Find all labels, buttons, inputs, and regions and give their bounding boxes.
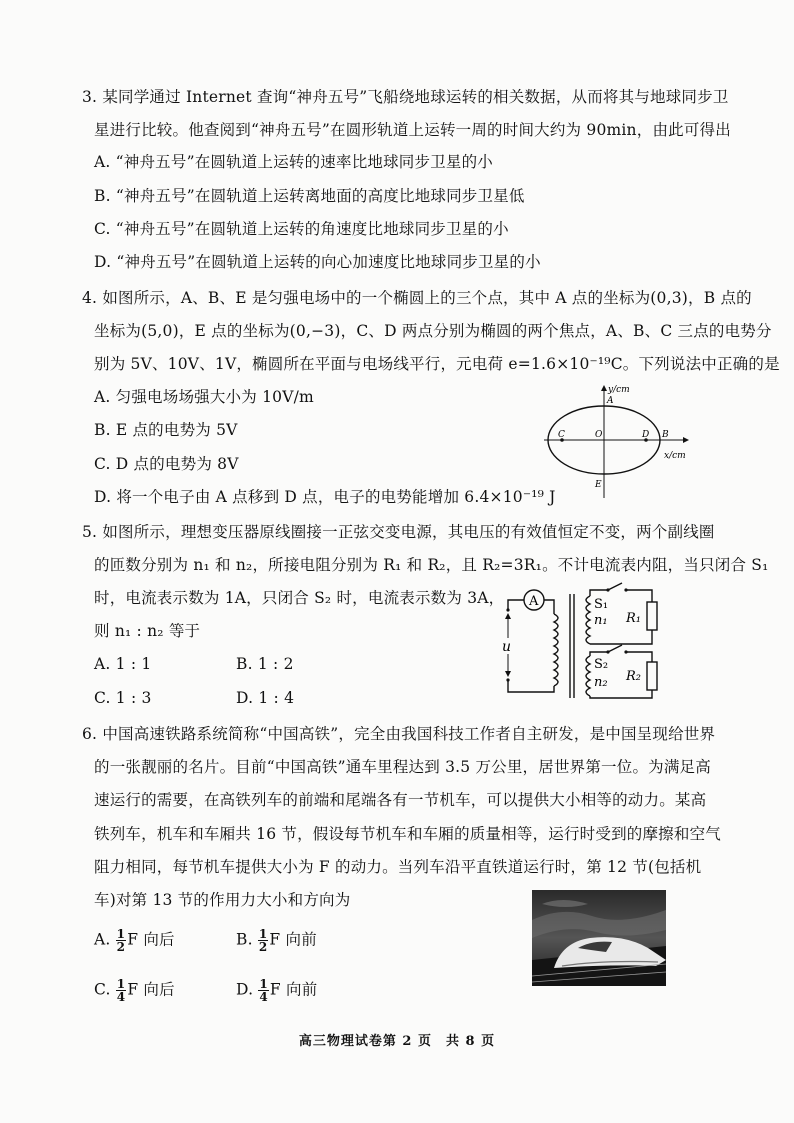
q3-stem-line1: 3. 某同学通过 Internet 查询“神舟五号”飞船绕地球运转的相关数据，从而将其与地球同步卫 bbox=[82, 88, 729, 106]
q6-option-d: D. $\frac{1}{4}$ F 向前 bbox=[236, 977, 318, 1004]
q4-stem-line1: 4. 如图所示，A、B、E 是匀强电场中的一个椭圆上的三个点，其中 A 点的坐标为(0,3)，B 点的 bbox=[82, 289, 752, 307]
primary-wire-top-right bbox=[544, 600, 554, 614]
secondary1-wire-top bbox=[590, 590, 608, 596]
q5-stem-line1: 5. 如图所示，理想变压器原线圈接一正弦交变电源，其电压的有效值恒定不变，两个副线圈 bbox=[82, 523, 715, 541]
x-axis-label: x/cm bbox=[664, 451, 686, 461]
n2-label: n₂ bbox=[594, 675, 608, 690]
resistor-r2 bbox=[647, 662, 657, 690]
q6-option-b: B. $\frac{1}{2}$ F 向前 bbox=[236, 927, 317, 954]
secondary-coil-2 bbox=[586, 656, 590, 696]
r1-label: R₁ bbox=[626, 611, 641, 626]
q4-option-c: C. D 点的电势为 8V bbox=[94, 455, 239, 473]
secondary-coil-1 bbox=[586, 596, 590, 644]
q5-stem-line4: 则 n₁ : n₂ 等于 bbox=[94, 622, 201, 640]
q4-stem-line3: 别为 5V、10V、1V，椭圆所在平面与电场线平行，元电荷 e=1.6×10⁻¹⁹C。下列说法中正确的是 bbox=[94, 355, 780, 373]
q6-stem-line5: 阻力相同，每节机车提供大小为 F 的动力。当列车沿平直铁道运行时，第 12 节(包括机 bbox=[94, 858, 702, 876]
page-footer: 高三物理试卷第 2 页 共 8 页 bbox=[298, 1034, 496, 1049]
resistor-r1 bbox=[647, 602, 657, 630]
ammeter-label: A bbox=[529, 594, 539, 609]
q6-stem-line6: 车)对第 13 节的作用力大小和方向为 bbox=[94, 891, 351, 909]
label-b: B bbox=[662, 430, 669, 440]
secondary2-wire-top bbox=[590, 652, 608, 656]
q4-option-a: A. 匀强电场场强大小为 10V/m bbox=[94, 388, 314, 406]
q4-option-d: D. 将一个电子由 A 点移到 D 点，电子的电势能增加 6.4×10⁻¹⁹ J bbox=[94, 488, 556, 506]
switch-s1 bbox=[608, 583, 622, 590]
primary-wire-top bbox=[508, 600, 524, 610]
voltage-label: u bbox=[502, 639, 512, 655]
q3-stem-line2: 星进行比较。他查阅到“神舟五号”在圆形轨道上运转一周的时间大约为 90min，由此可得出 bbox=[94, 121, 731, 139]
q3-option-d: D. “神舟五号”在圆轨道上运转的向心加速度比地球同步卫星的小 bbox=[94, 253, 541, 271]
ellipse-field-figure bbox=[538, 380, 698, 500]
q3-option-a: A. “神舟五号”在圆轨道上运转的速率比地球同步卫星的小 bbox=[94, 153, 493, 171]
y-axis-label: y/cm bbox=[608, 385, 630, 395]
label-e: E bbox=[595, 480, 602, 490]
q6-stem-line3: 速运行的需要，在高铁列车的前端和尾端各有一节机车，可以提供大小相等的动力。某高 bbox=[94, 791, 707, 809]
q5-option-c: C. 1 : 3 bbox=[94, 689, 152, 707]
q5-option-a: A. 1 : 1 bbox=[94, 655, 152, 673]
label-d: D bbox=[642, 430, 650, 440]
primary-coil bbox=[554, 614, 558, 686]
q5-stem-line3: 时，电流表示数为 1A，只闭合 S₂ 时，电流表示数为 3A， bbox=[94, 589, 505, 607]
primary-wire-bottom bbox=[508, 680, 554, 692]
q6-option-c: C. $\frac{1}{4}$ F 向后 bbox=[94, 977, 175, 1004]
label-o: O bbox=[595, 430, 603, 440]
q3-option-c: C. “神舟五号”在圆轨道上运转的角速度比地球同步卫星的小 bbox=[94, 220, 509, 238]
high-speed-train-photo bbox=[532, 890, 666, 986]
q6-stem-line4: 铁列车，机车和车厢共 16 节，假设每节机车和车厢的质量相等，运行时受到的摩擦和空气 bbox=[94, 825, 721, 843]
label-a: A bbox=[607, 396, 614, 406]
secondary1-wire-bottom bbox=[590, 630, 652, 644]
q6-stem-line2: 的一张靓丽的名片。目前“中国高铁”通车里程达到 3.5 万公里，居世界第一位。为满足高 bbox=[94, 758, 711, 776]
q4-stem-line2: 坐标为(5,0)，E 点的坐标为(0,−3)，C、D 两点分别为椭圆的两个焦点，A、B、C 三点的电势分 bbox=[94, 322, 772, 340]
q6-stem-line1: 6. 中国高速铁路系统简称“中国高铁”，完全由我国科技工作者自主研发，是中国呈现给世界 bbox=[82, 725, 716, 743]
q4-option-b: B. E 点的电势为 5V bbox=[94, 421, 238, 439]
secondary2-wire-bottom bbox=[590, 690, 652, 698]
secondary2-wire-right bbox=[626, 652, 652, 662]
label-c: C bbox=[558, 430, 565, 440]
q3-option-b: B. “神舟五号”在圆轨道上运转离地面的高度比地球同步卫星低 bbox=[94, 187, 525, 205]
n1-label: n₁ bbox=[594, 613, 608, 628]
q5-option-d: D. 1 : 4 bbox=[236, 689, 295, 707]
s2-label: S₂ bbox=[594, 657, 609, 672]
switch-s2 bbox=[608, 645, 622, 652]
r2-label: R₂ bbox=[626, 669, 641, 684]
secondary1-wire-right bbox=[626, 590, 652, 602]
q5-stem-line2: 的匝数分别为 n₁ 和 n₂，所接电阻分别为 R₁ 和 R₂，且 R₂=3R₁。不计电流表内阻，当只闭合 S₁ bbox=[94, 556, 769, 574]
transformer-circuit-figure bbox=[492, 580, 672, 708]
s1-label: S₁ bbox=[594, 597, 609, 612]
q6-option-a: A. $\frac{1}{2}$ F 向后 bbox=[94, 927, 175, 954]
q5-option-b: B. 1 : 2 bbox=[236, 655, 294, 673]
